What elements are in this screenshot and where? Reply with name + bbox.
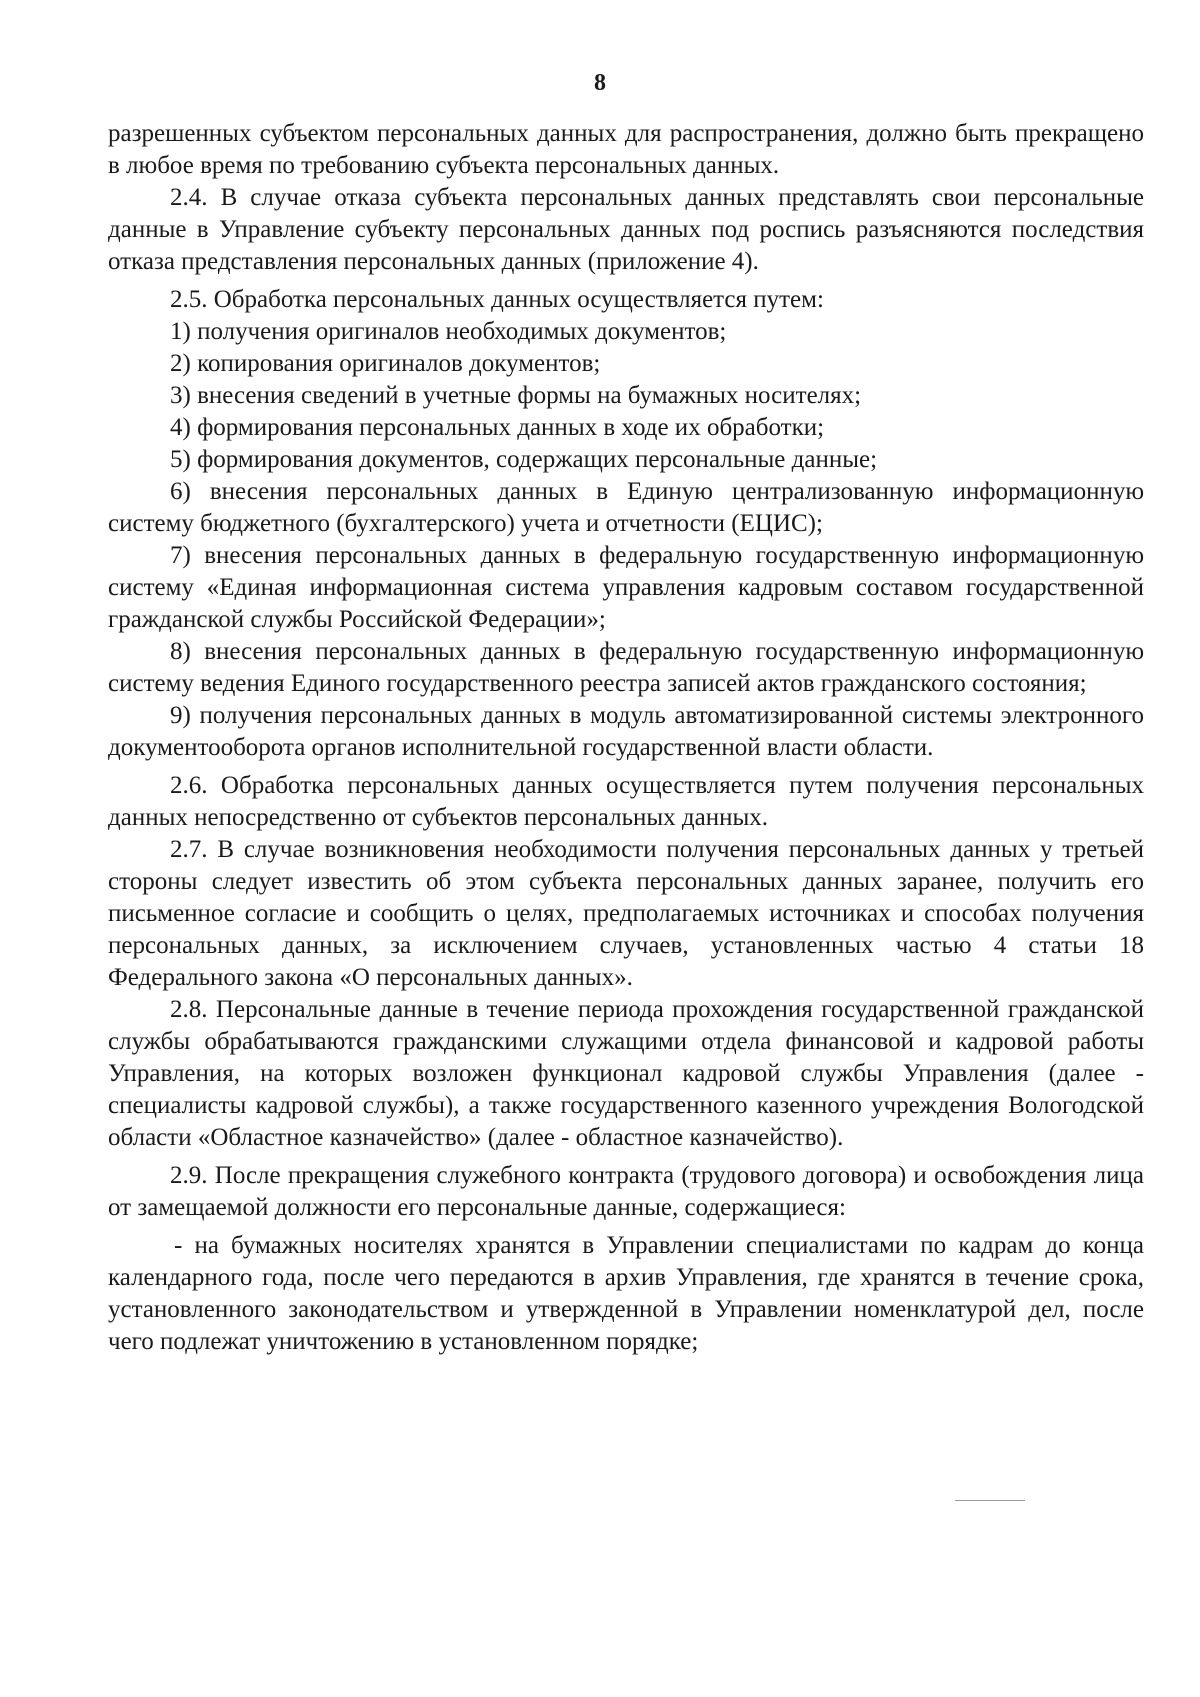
list-item-3: 3) внесения сведений в учетные формы на бумажных носителях; — [170, 382, 862, 409]
paragraph-2-9: 2.9. После прекращения служебного контракта (трудового договора) и освобождения лица от замещаемой должности его персональные данные, содержащиеся: — [108, 1162, 1144, 1221]
list-item-2: 2) копирования оригиналов документов; — [170, 350, 601, 377]
page-number: 8 — [594, 70, 606, 96]
list-item-4: 4) формирования персональных данных в ходе их обработки; — [170, 414, 825, 441]
paragraph-2-6: 2.6. Обработка персональных данных осуществляется путем получения персональных данных непосредственно от субъектов персональных данных. — [108, 772, 1144, 831]
document-body — [108, 118, 1144, 1358]
list-item-6: 6) внесения персональных данных в Единую централизованную информационную систему бюджетного (бухгалтерского) учета и отчетности (ЕЦИС); — [108, 478, 1144, 537]
paragraph-2-8: 2.8. Персональные данные в течение периода прохождения государственной гражданской службы обрабатываются гражданскими служащими отдела финансовой и кадровой работы Управления, на которых возложен функционал кадровой службы Управления (далее - специалисты кадровой службы), а также государственного казенного учреждения Вологодской области «Областное казначейство» (далее - областное казначейство). — [108, 996, 1144, 1151]
paragraph-bullet-paper-media: - на бумажных носителях хранятся в Управлении специалистами по кадрам до конца календарного года, после чего передаются в архив Управления, где хранятся в течение срока, установленного законодательством и утвержденной в Управлении номенклатурой дел, после чего подлежат уничтожению в установленном порядке; — [108, 1232, 1144, 1355]
scan-artifact-line — [955, 1500, 1025, 1501]
list-item-1: 1) получения оригиналов необходимых документов; — [170, 318, 727, 345]
list-item-5: 5) формирования документов, содержащих персональные данные; — [170, 446, 878, 473]
paragraph-2-5: 2.5. Обработка персональных данных осуществляется путем: — [170, 286, 824, 313]
list-item-7: 7) внесения персональных данных в федеральную государственную информационную систему «Единая информационная система управления кадровым составом государственной гражданской службы Российской Федерации»; — [108, 542, 1144, 633]
paragraph-2-7: 2.7. В случае возникновения необходимости получения персональных данных у третьей стороны следует известить об этом субъекта персональных данных заранее, получить его письменное согласие и сообщить о целях, предполагаемых источниках и способах получения персональных данных, за исключением случаев, установленных частью 4 статьи 18 Федерального закона «О персональных данных». — [108, 836, 1144, 991]
list-item-8: 8) внесения персональных данных в федеральную государственную информационную систему ведения Единого государственного реестра записей актов гражданского состояния; — [108, 638, 1144, 697]
paragraph-continuation: разрешенных субъектом персональных данных для распространения, должно быть прекращено в любое время по требованию субъекта персональных данных. — [108, 120, 1144, 179]
list-item-9: 9) получения персональных данных в модуль автоматизированной системы электронного документооборота органов исполнительной государственной власти области. — [108, 702, 1144, 761]
paragraph-2-4: 2.4. В случае отказа субъекта персональных данных представлять свои персональные данные в Управление субъекту персональных данных под роспись разъясняются последствия отказа представления персональных данных (приложение 4). — [108, 184, 1144, 275]
